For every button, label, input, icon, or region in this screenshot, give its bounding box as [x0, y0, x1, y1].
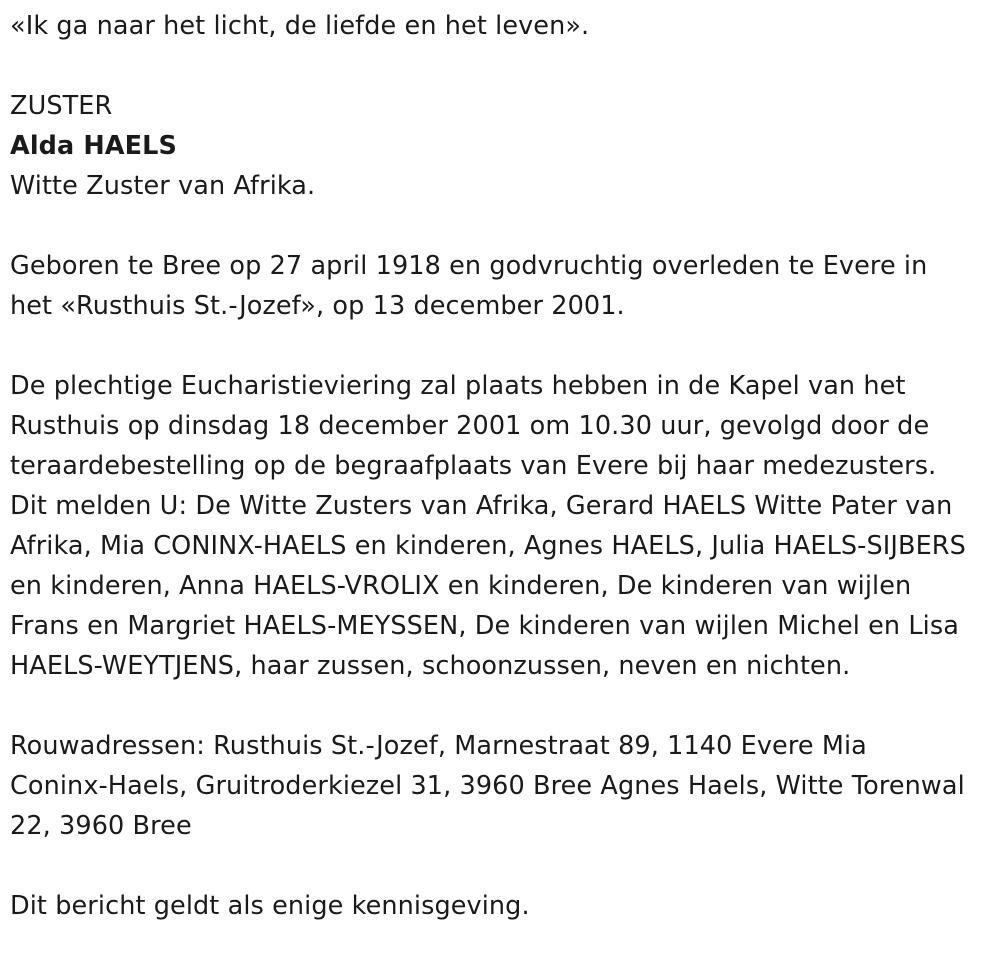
spacer: [10, 686, 992, 726]
role-text: Witte Zuster van Afrika.: [10, 171, 316, 201]
address-line: Coninx-Haels, Gruitroderkiezel 31, 3960 Bree Agnes Haels, Witte Torenwal: [10, 771, 965, 801]
ceremony-line: Frans en Margriet HAELS-MEYSSEN, De kinderen van wijlen Michel en Lisa: [10, 611, 959, 641]
address-line: Rouwadressen: Rusthuis St.-Jozef, Marnestraat 89, 1140 Evere Mia: [10, 731, 867, 761]
death-notice: [10, 6, 992, 926]
birth-death-line-1: Geboren te Bree op 27 april 1918 en godvruchtig overleden te Evere in: [10, 251, 928, 281]
birth-death-line-2: het «Rusthuis St.-Jozef», op 13 december 2001.: [10, 291, 625, 321]
ceremony-line: en kinderen, Anna HAELS-VROLIX en kinderen, De kinderen van wijlen: [10, 571, 912, 601]
ceremony-line: De plechtige Eucharistieviering zal plaats hebben in de Kapel van het: [10, 371, 906, 401]
ceremony-line: Rusthuis op dinsdag 18 december 2001 om 10.30 uur, gevolgd door de: [10, 411, 930, 441]
spacer: [10, 206, 992, 246]
spacer: [10, 846, 992, 886]
closing-text: Dit bericht geldt als enige kennisgeving.: [10, 891, 530, 921]
ceremony-line: HAELS-WEYTJENS, haar zussen, schoonzussen, neven en nichten.: [10, 651, 851, 681]
ceremony-line: Dit melden U: De Witte Zusters van Afrika, Gerard HAELS Witte Pater van: [10, 491, 953, 521]
title-label: ZUSTER: [10, 91, 113, 121]
spacer: [10, 326, 992, 366]
ceremony-line: teraardebestelling op de begraafplaats van Evere bij haar medezusters.: [10, 451, 937, 481]
quote-text: «Ik ga naar het licht, de liefde en het leven».: [10, 11, 590, 41]
spacer: [10, 46, 992, 86]
ceremony-line: Afrika, Mia CONINX-HAELS en kinderen, Agnes HAELS, Julia HAELS-SIJBERS: [10, 531, 966, 561]
deceased-name: Alda HAELS: [10, 131, 177, 161]
address-line: 22, 3960 Bree: [10, 811, 192, 841]
